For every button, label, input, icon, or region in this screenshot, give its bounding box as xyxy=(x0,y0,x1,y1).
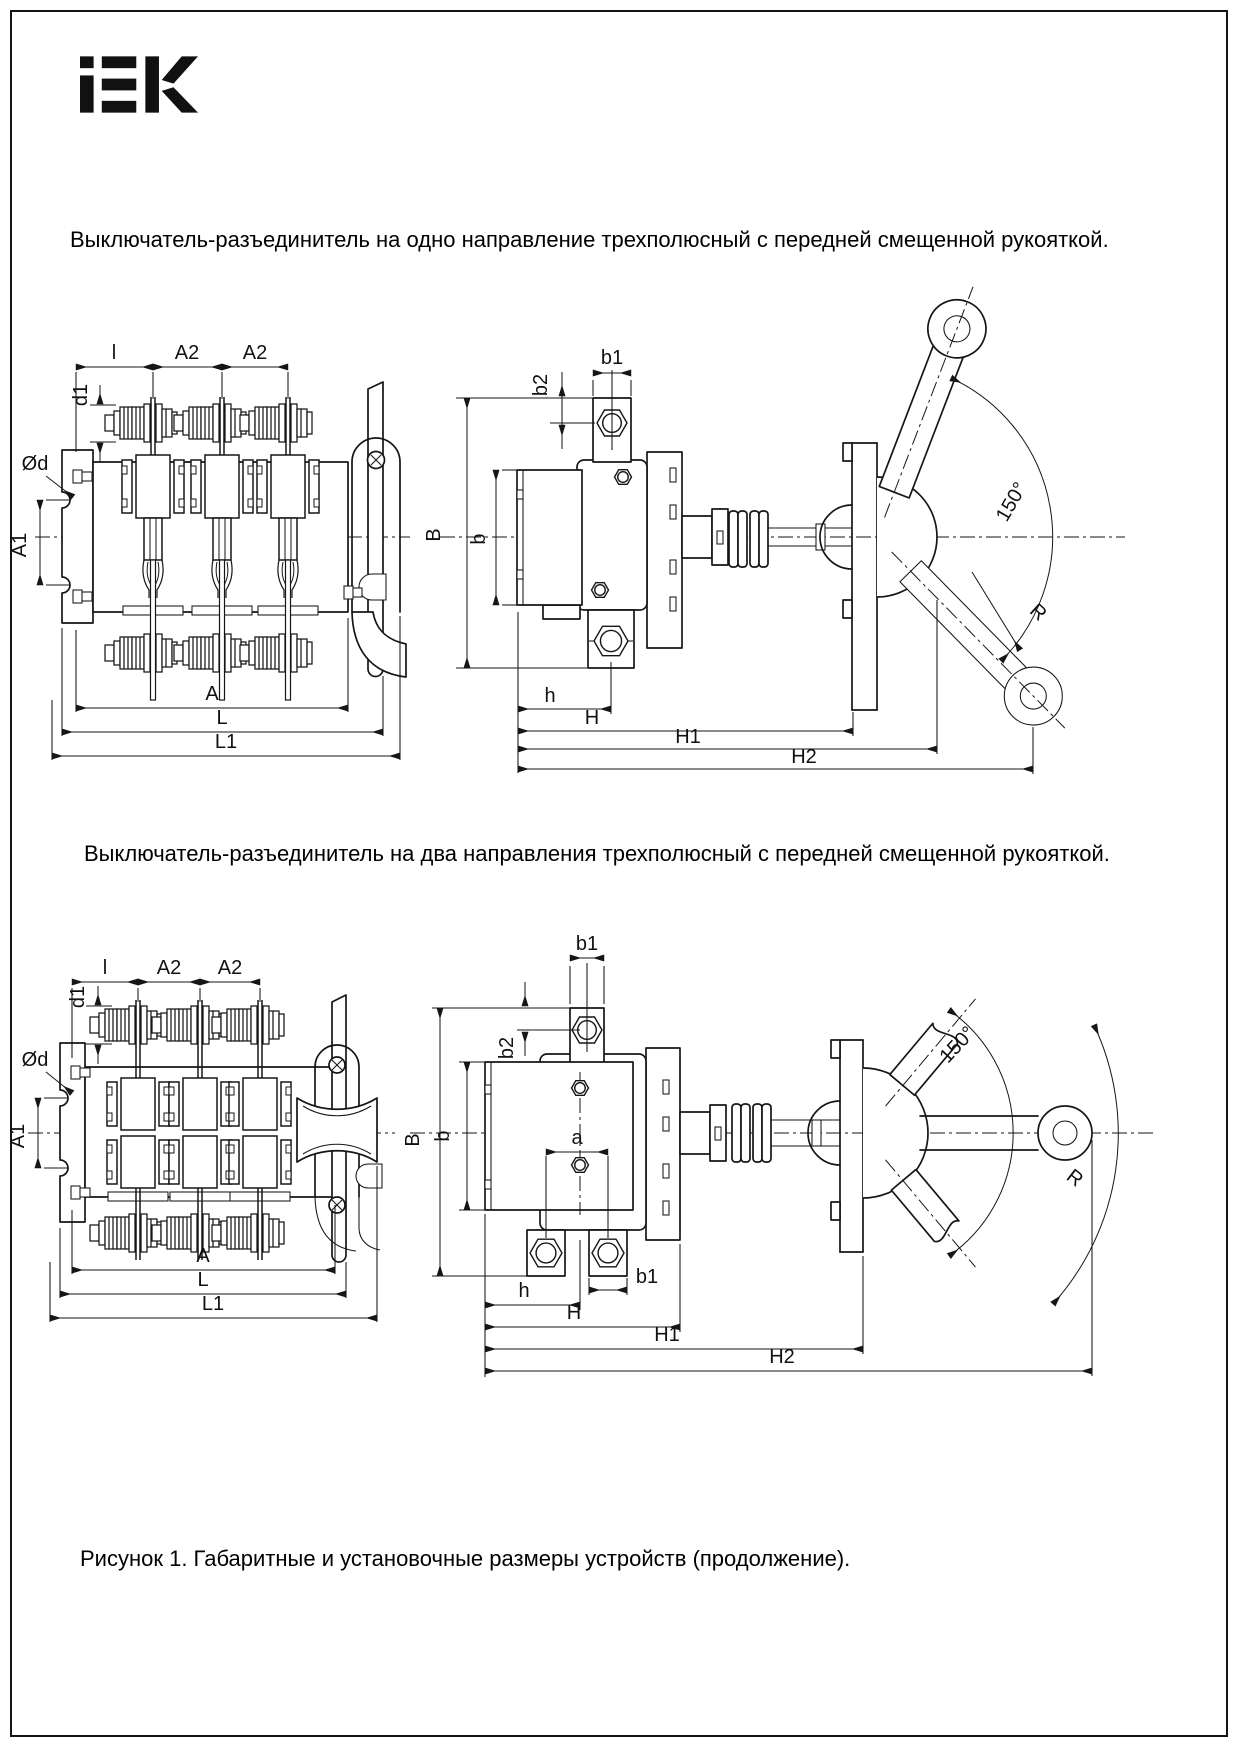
dim-label-b1: b1 xyxy=(600,347,624,369)
dim-label-l-big: L xyxy=(216,707,228,729)
iek-logo-glyphs xyxy=(80,56,198,112)
dim-label-b2: b2 xyxy=(496,1036,518,1060)
handle-lever-horizontal xyxy=(920,1106,1092,1160)
side-view-one-direction xyxy=(423,276,1125,774)
drawing-two-directions xyxy=(0,900,1238,1400)
caption-two-directions: Выключатель-разъединитель на два направления трехполюсный с передней смещенной рукояткой. xyxy=(84,841,1110,866)
dim-label-a-big: A xyxy=(205,683,219,705)
side-view-two-directions xyxy=(402,933,1155,1377)
dim-label-b-big: B xyxy=(423,528,445,542)
dim-label-a2: A2 xyxy=(156,957,182,979)
dim-label-b1: b1 xyxy=(635,1266,659,1288)
dim-label-h-small: h xyxy=(518,1280,530,1302)
dim-label-b-big: B xyxy=(402,1133,424,1147)
dim-label-l-big: L xyxy=(197,1269,209,1291)
dim-label-radius: R xyxy=(1062,1165,1088,1192)
figure-caption: Рисунок 1. Габаритные и установочные размеры устройств (продолжение). xyxy=(80,1546,851,1571)
front-view-two-directions xyxy=(7,957,395,1322)
dim-label-a-small: a xyxy=(571,1127,583,1149)
terminal-bolt xyxy=(530,1239,562,1267)
rear-bracket xyxy=(647,452,682,648)
dim-label-a2: A2 xyxy=(242,342,268,364)
dim-label-h-big: H xyxy=(566,1302,582,1324)
dim-label-h2: H2 xyxy=(769,1346,795,1368)
iek-logo xyxy=(80,56,198,113)
dim-label-b-small: b xyxy=(432,1130,454,1142)
dim-label-a-big: A xyxy=(196,1245,210,1267)
dim-label-angle: 150° xyxy=(935,1022,980,1068)
dim-label-b1: b1 xyxy=(575,933,599,955)
dim-label-radius: R xyxy=(1025,599,1051,626)
dim-label-l1: L1 xyxy=(214,731,238,753)
dim-label-a1: A1 xyxy=(7,1123,29,1149)
caption-one-direction: Выключатель-разъединитель на одно направление трехполюсный с передней смещенной рукояткой. xyxy=(70,227,1109,252)
front-view-one-direction xyxy=(9,342,410,760)
dim-label-d1: d1 xyxy=(70,383,92,407)
dim-label-h-small: h xyxy=(544,685,556,707)
drawing-one-direction xyxy=(0,256,1238,780)
dim-label-h-big: H xyxy=(584,707,600,729)
dim-label-a1: A1 xyxy=(9,532,31,558)
dim-label-a2: A2 xyxy=(174,342,200,364)
dim-label-l1: L1 xyxy=(201,1293,225,1315)
dim-label-h2: H2 xyxy=(791,746,817,768)
dim-label-l: l xyxy=(102,957,108,979)
switch-cover xyxy=(485,1062,633,1210)
dim-label-b2: b2 xyxy=(530,373,552,397)
terminal-bolt xyxy=(592,1239,624,1267)
dim-label-h1: H1 xyxy=(654,1324,680,1346)
dim-label-dia-d: Ød xyxy=(21,1049,49,1071)
switch-cover xyxy=(517,470,582,605)
dim-label-dia-d: Ød xyxy=(21,453,49,475)
dim-label-d1: d1 xyxy=(67,985,89,1009)
base-frame xyxy=(577,460,647,610)
dim-label-h1: H1 xyxy=(675,726,701,748)
dim-label-a2: A2 xyxy=(217,957,243,979)
dim-label-angle: 150° xyxy=(991,478,1032,526)
dim-label-b-small: b xyxy=(468,533,490,545)
dim-label-l: l xyxy=(111,342,117,364)
